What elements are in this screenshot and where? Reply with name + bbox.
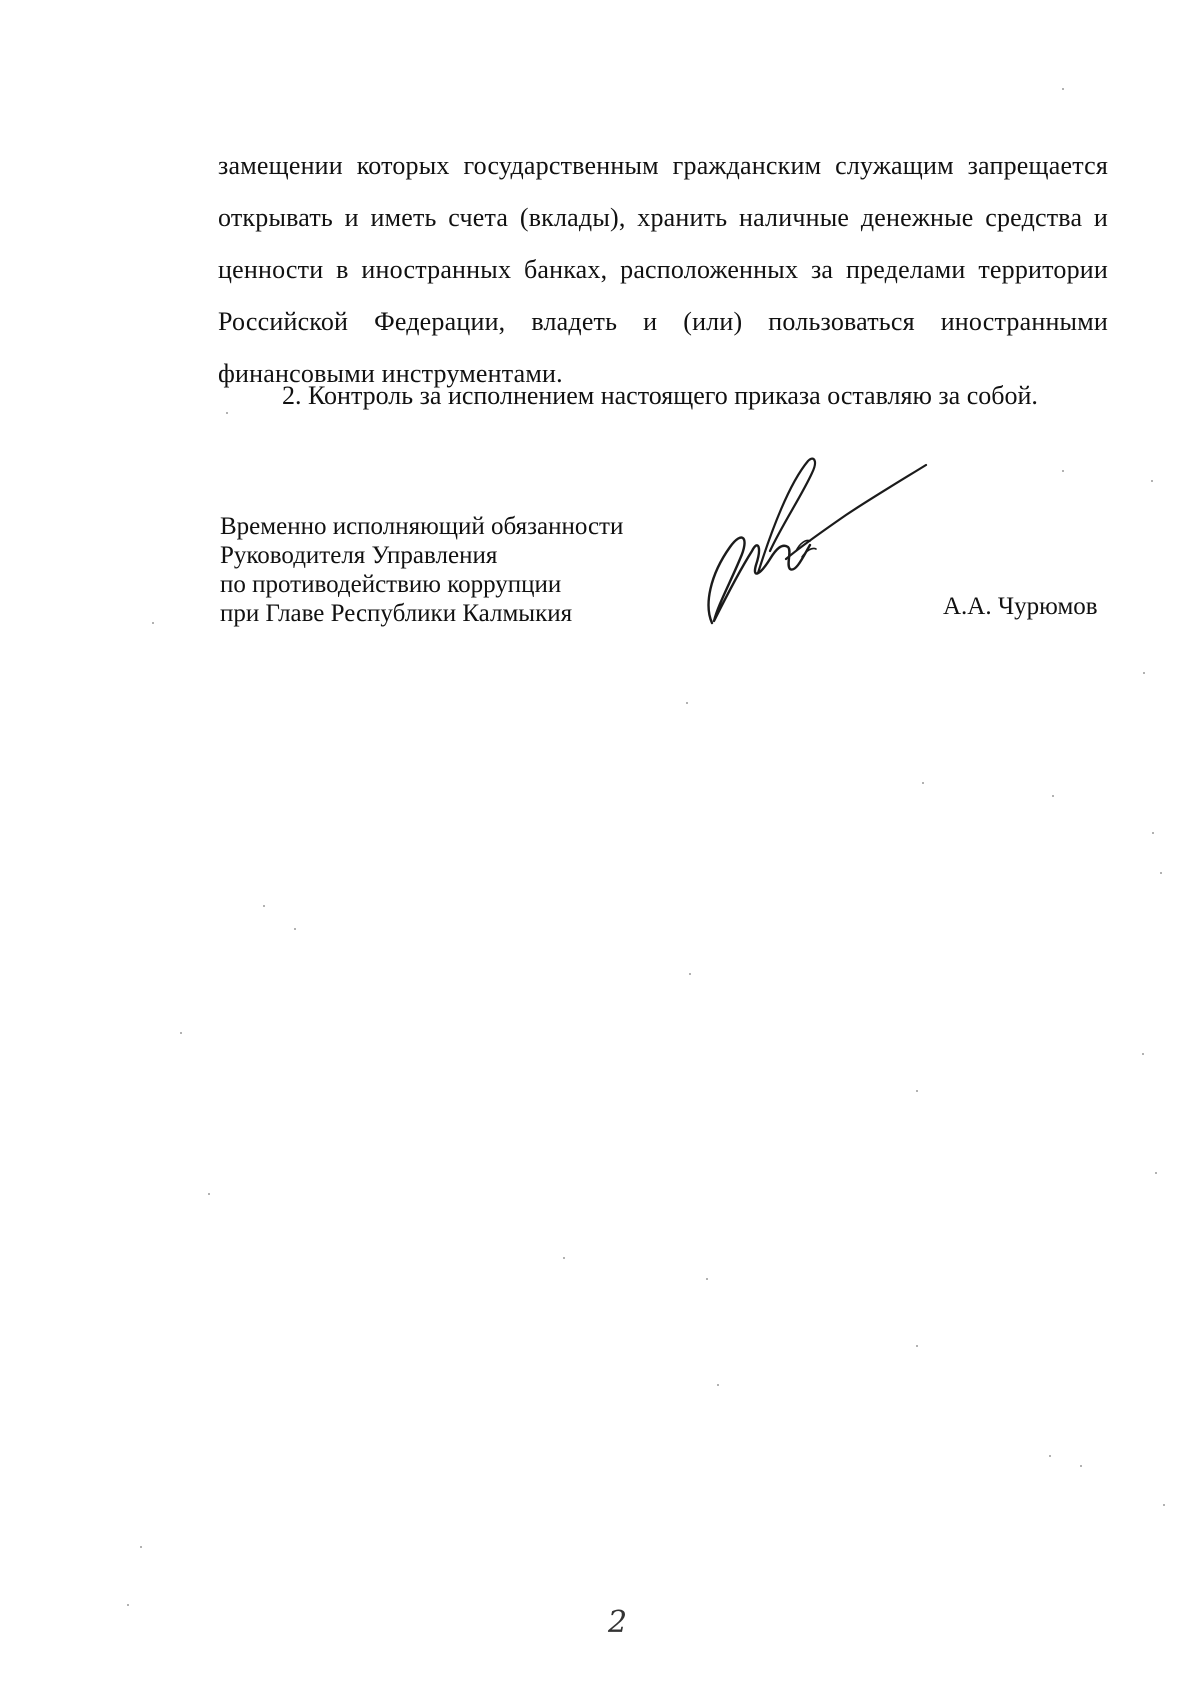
scan-speck (1052, 795, 1054, 797)
scan-speck (1062, 470, 1064, 472)
scan-speck (152, 622, 154, 624)
scan-speck (1160, 872, 1162, 874)
scan-speck (916, 1090, 918, 1092)
signatory-position-line-1: Временно исполняющий обязанности (220, 513, 624, 540)
scan-speck (717, 1384, 719, 1386)
paragraph-line-4: Российской Федерации, владеть и (или) пользоваться иностранными (218, 307, 1108, 336)
scan-speck (226, 412, 228, 414)
paragraph-line-5: финансовыми инструментами. (218, 359, 563, 388)
scan-speck (1151, 480, 1153, 482)
scan-speck (1155, 1172, 1157, 1174)
scan-speck (922, 782, 924, 784)
scan-speck (1049, 1455, 1051, 1457)
signer-name: А.А. Чурюмов (943, 593, 1098, 620)
scan-speck (706, 1278, 708, 1280)
scan-speck (263, 905, 265, 907)
scan-speck (180, 1032, 182, 1034)
signatory-position-line-3: по противодействию коррупции (220, 571, 562, 598)
scan-speck (1152, 832, 1154, 834)
paragraph-1-continuation (218, 140, 1108, 400)
paragraph-line-2: открывать и иметь счета (вклады), хранить наличные денежные средства и (218, 203, 1108, 232)
signatory-position (220, 512, 623, 628)
signatory-position-line-4: при Главе Республики Калмыкия (220, 600, 573, 627)
scan-speck (1062, 88, 1064, 90)
scan-speck (686, 702, 688, 704)
scan-speck (916, 1345, 918, 1347)
scan-speck (294, 928, 296, 930)
scan-speck (1080, 1465, 1082, 1467)
scan-speck (127, 1604, 129, 1606)
paragraph-line-3: ценности в иностранных банках, расположенных за пределами территории (218, 255, 1108, 284)
scan-speck (1143, 672, 1145, 674)
scan-speck (1142, 1053, 1144, 1055)
scan-speck (689, 973, 691, 975)
signatory-position-line-2: Руководителя Управления (220, 542, 498, 569)
signature-icon (700, 455, 930, 635)
scan-speck (1163, 1504, 1165, 1506)
scan-speck (208, 1193, 210, 1195)
order-item-2: 2. Контроль за исполнением настоящего приказа оставляю за собой. (282, 381, 1038, 410)
page-number: 2 (608, 1605, 628, 1640)
paragraph-line-1: замещении которых государственным гражданским служащим запрещается (218, 151, 1108, 180)
scan-speck (563, 1257, 565, 1259)
scan-speck (140, 1546, 142, 1548)
